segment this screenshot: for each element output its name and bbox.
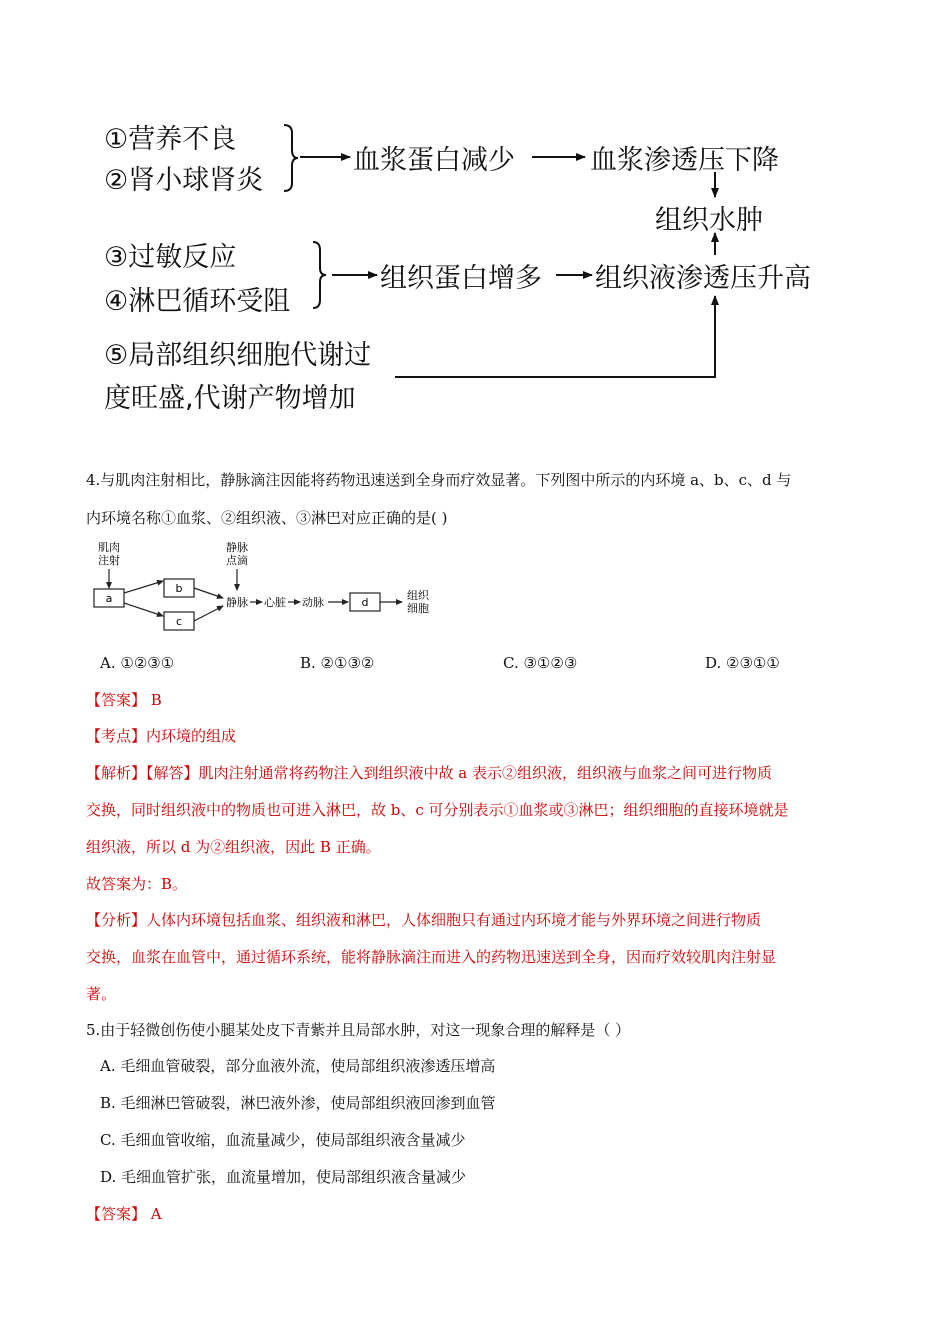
q4-option-b[interactable]: B. ②①③② xyxy=(300,654,375,672)
box-c-label: c xyxy=(175,615,183,628)
q4-circulation-diagram xyxy=(80,535,450,640)
label-iv-1: 静脉 xyxy=(226,541,248,554)
tissue-edema: 组织水肿 xyxy=(655,205,763,236)
q4-option-a[interactable]: A. ①②③① xyxy=(100,654,175,672)
label-muscle-1: 肌肉 xyxy=(98,541,120,554)
q5-answer xyxy=(86,1204,162,1224)
plasma-osmotic-decrease: 血浆渗透压下降 xyxy=(590,145,779,176)
q4-fenxi-line1: 【分析】人体内环境包括血浆、组织液和淋巴，人体细胞只有通过内环境才能与外界环境之间进行物质 xyxy=(86,911,762,929)
box-a-label: a xyxy=(105,592,113,605)
brace-1 xyxy=(284,125,298,191)
q4-analysis-line4: 故答案为：B。 xyxy=(86,875,188,893)
box-b-label: b xyxy=(175,582,183,595)
q4-option-d[interactable]: D. ②③①① xyxy=(705,654,780,672)
flow-diagram-lines xyxy=(0,0,950,420)
tissue-osmotic-increase: 组织液渗透压升高 xyxy=(595,263,811,294)
plasma-protein-decrease: 血浆蛋白减少 xyxy=(353,145,515,176)
q4-topic xyxy=(86,726,236,746)
cause-lymph-blocked: ④淋巴循环受阻 xyxy=(104,286,291,317)
box-d-label: d xyxy=(361,596,369,609)
q4-analysis-label: 【解析】【解答】 xyxy=(86,764,199,782)
label-tissue-cells-1: 组织 xyxy=(407,589,429,602)
q4-stem-line1: 4.与肌肉注射相比，静脉滴注因能将药物迅速送到全身而疗效显著。下列图中所示的内环境 a、b、c、d 与 xyxy=(86,471,792,489)
label-iv-2: 点滴 xyxy=(226,554,248,567)
label-muscle-2: 注射 xyxy=(98,554,120,567)
arrow-metabolism-to-osmotic xyxy=(395,296,715,377)
q5-answer-value: A xyxy=(150,1205,162,1223)
q4-fenxi-label: 【分析】 xyxy=(86,911,147,929)
label-artery: 动脉 xyxy=(302,596,324,609)
q4-analysis-line1: 【解析】【解答】肌肉注射通常将药物注入到组织液中故 a 表示②组织液，组织液与血浆之间可进行物质 xyxy=(86,764,772,782)
cause-allergy: ③过敏反应 xyxy=(104,242,237,273)
q5-option-a[interactable]: A. 毛细血管破裂，部分血液外流，使局部组织液渗透压增高 xyxy=(100,1057,496,1075)
q4-topic-label: 【考点】 xyxy=(86,727,147,745)
cause-metabolism-line2: 度旺盛,代谢产物增加 xyxy=(104,383,356,414)
cause-metabolism-line1: ⑤局部组织细胞代谢过 xyxy=(104,340,372,371)
q5-stem: 5.由于轻微创伤使小腿某处皮下青紫并且局部水肿，对这一现象合理的解释是（ ） xyxy=(86,1021,631,1039)
q4-answer xyxy=(86,690,162,710)
q4-answer-value: B xyxy=(150,691,162,709)
tissue-protein-increase: 组织蛋白增多 xyxy=(380,263,542,294)
q4-topic-value: 内环境的组成 xyxy=(146,727,237,745)
q5-option-b[interactable]: B. 毛细淋巴管破裂，淋巴液外渗，使局部组织液回渗到血管 xyxy=(100,1094,496,1112)
q4-analysis-line3: 组织液，所以 d 为②组织液，因此 B 正确。 xyxy=(86,838,381,856)
q5-answer-label: 【答案】 xyxy=(86,1205,147,1223)
q5-option-d[interactable]: D. 毛细血管扩张，血流量增加，使局部组织液含量减少 xyxy=(100,1168,467,1186)
label-heart: 心脏 xyxy=(264,596,286,609)
cause-malnutrition: ①营养不良 xyxy=(104,124,237,155)
q4-answer-label: 【答案】 xyxy=(86,691,147,709)
brace-2 xyxy=(313,242,326,308)
cause-glomerulonephritis: ②肾小球肾炎 xyxy=(104,165,264,196)
label-tissue-cells-2: 细胞 xyxy=(407,602,429,615)
q4-analysis-line2: 交换，同时组织液中的物质也可进入淋巴，故 b、c 可分别表示①血浆或③淋巴；组织细胞的直接环境就是 xyxy=(86,801,789,819)
q4-fenxi-line2: 交换，血浆在血管中，通过循环系统，能将静脉滴注而进入的药物迅速送到全身，因而疗效较肌肉注射显 xyxy=(86,948,777,966)
q4-fenxi-line3: 著。 xyxy=(86,985,117,1003)
q4-option-c[interactable]: C. ③①②③ xyxy=(503,654,578,672)
q5-option-c[interactable]: C. 毛细血管收缩，血流量减少，使局部组织液含量减少 xyxy=(100,1131,466,1149)
q4-stem-line2: 内环境名称①血浆、②组织液、③淋巴对应正确的是( ) xyxy=(86,509,448,527)
label-vein: 静脉 xyxy=(226,596,248,609)
